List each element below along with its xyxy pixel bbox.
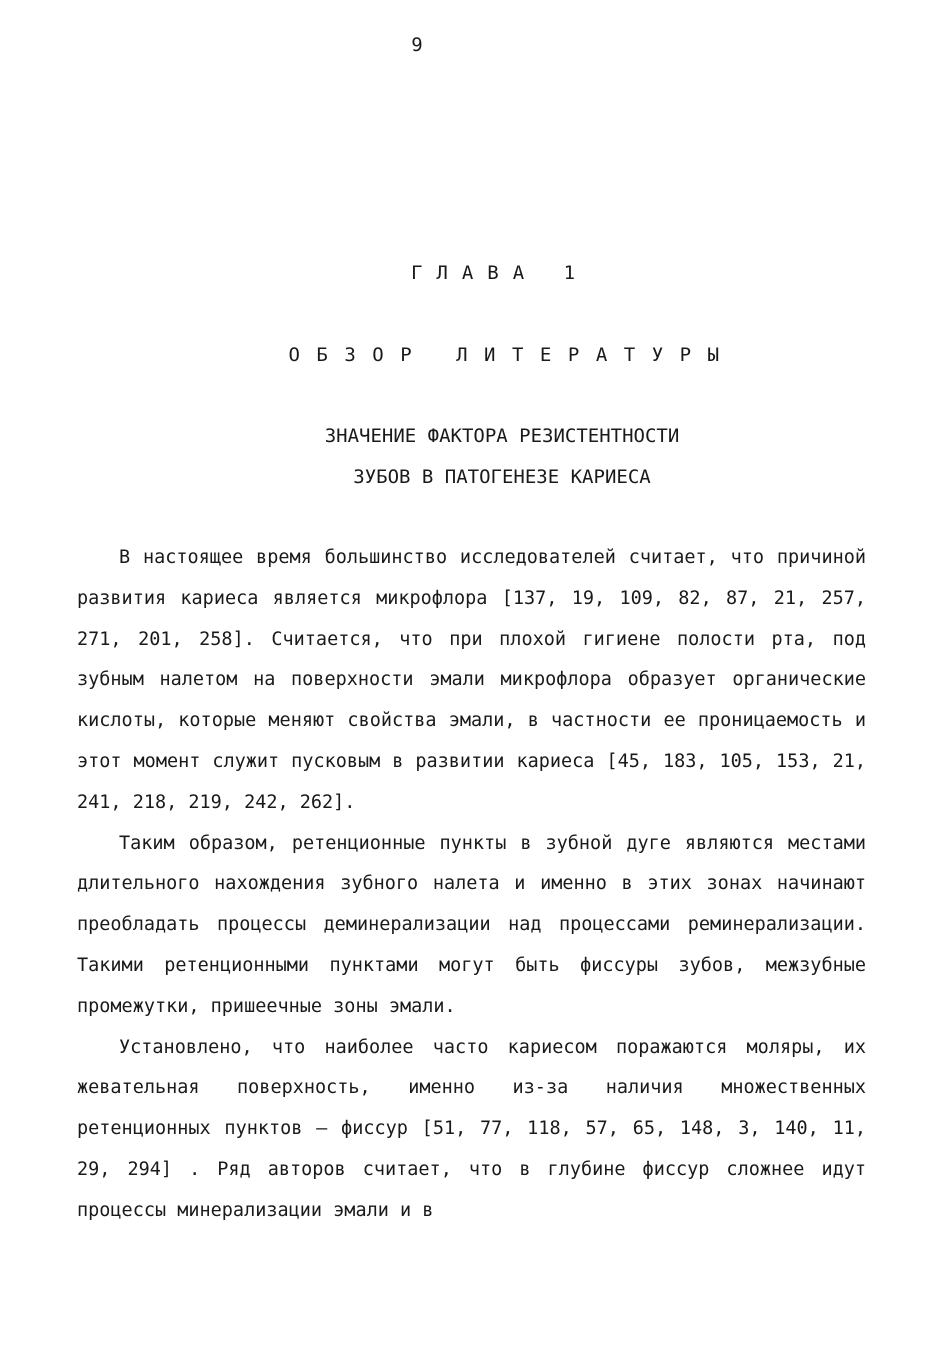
paragraph: Таким образом, ретенционные пункты в зубной дуге являются местами длительного нахождения зубного налета и именно в этих зонах начинают преобладать процессы деминерализации над процессами реминерализации. Такими ретенционными пунктами могут быть фиссуры зубов, межзубные промежутки, пришеечные зоны эмали.	[77, 832, 866, 1017]
section-heading-line-2: ЗУБОВ В ПАТОГЕНЕЗЕ КАРИЕСА	[353, 466, 651, 488]
paragraph: Установлено, что наиболее часто кариесом поражаются моляры, их жевательная поверхность, именно из-за наличия множественных ретенционных пунктов – фиссур [51, 77, 118, 57, 65, 148, 3, 140, 11, 29, 294] . Ряд авторов считает, что в глубине фиссур сложнее идут процессы минерализации эмали и в	[77, 1036, 866, 1221]
paragraph: В настоящее время большинство исследователей считает, что причиной развития кариеса является микрофлора [137, 19, 109, 82, 87, 21, 257, 271, 201, 258]. Считается, что при плохой гигиене полости рта, под зубным налетом на поверхности эмали микрофлора образует органические кислоты, которые меняют свойства эмали, в частности ее проницаемость и этот момент служит пусковым в развитии кариеса [45, 183, 105, 153, 21, 241, 218, 219, 242, 262].	[77, 547, 866, 813]
page-number: 9	[411, 34, 423, 56]
section-heading-line-1: ЗНАЧЕНИЕ ФАКТОРА РЕЗИСТЕНТНОСТИ	[324, 425, 680, 447]
chapter-label: ГЛАВА 1	[410, 262, 590, 284]
body-text	[77, 538, 866, 1232]
chapter-title: ОБЗОР ЛИТЕРАТУРЫ	[288, 344, 736, 366]
